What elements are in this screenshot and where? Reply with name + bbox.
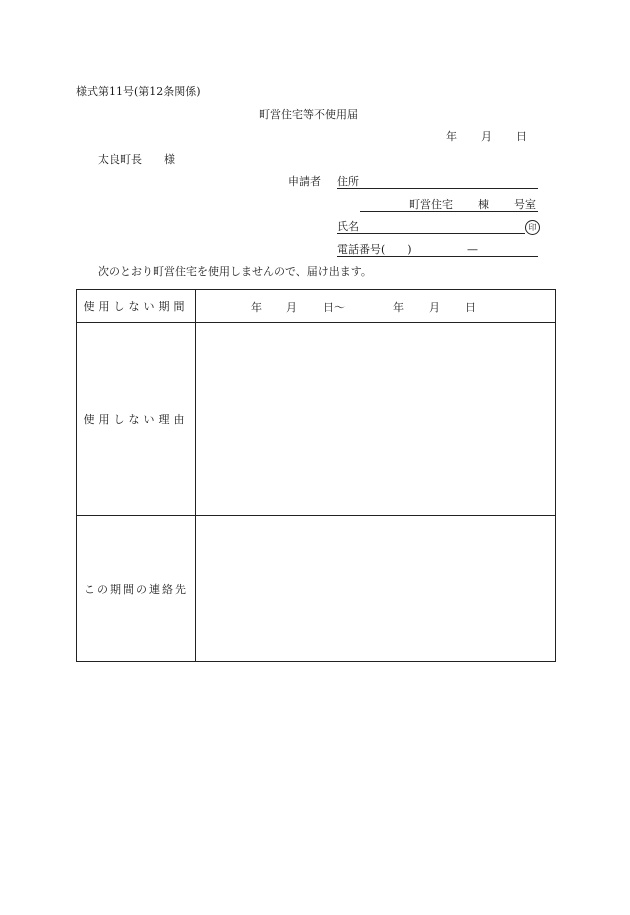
intro-text: 次のとおり町営住宅を使用しませんので、届け出ます。 <box>98 265 372 278</box>
document-title: 町営住宅等不使用届 <box>259 108 358 121</box>
housing-field[interactable] <box>360 211 538 212</box>
address-label: 住所 <box>337 175 359 188</box>
contact-label: この期間の連絡先 <box>77 516 196 662</box>
phone-field[interactable] <box>337 256 538 257</box>
room-label: 号室 <box>514 198 536 211</box>
date-month-label: 月 <box>481 130 492 143</box>
phone-dash: — <box>467 243 478 256</box>
reason-label: 使用しない理由 <box>77 323 196 516</box>
period-label: 使用しない期間 <box>77 290 196 323</box>
period-day1: 日～ <box>323 301 345 314</box>
name-field[interactable] <box>337 233 525 234</box>
period-field[interactable] <box>196 290 556 323</box>
period-month1: 月 <box>286 301 297 314</box>
date-year-label: 年 <box>446 130 457 143</box>
period-year1: 年 <box>251 301 262 314</box>
form-number: 様式第11号(第12条関係) <box>76 85 201 98</box>
date-day-label: 日 <box>516 130 527 143</box>
period-year2: 年 <box>393 301 404 314</box>
address-field[interactable] <box>337 188 538 189</box>
housing-label: 町営住宅 <box>409 198 453 211</box>
name-label: 氏名 <box>337 220 359 233</box>
seal-mark-icon: 印 <box>525 220 540 235</box>
addressee: 太良町長 様 <box>98 153 175 166</box>
applicant-label: 申請者 <box>288 175 321 188</box>
phone-label: 電話番号( ) <box>337 243 412 256</box>
contact-row <box>77 516 556 662</box>
period-month2: 月 <box>429 301 440 314</box>
period-row <box>77 290 556 323</box>
contact-field[interactable] <box>196 516 556 662</box>
reason-field[interactable] <box>196 323 556 516</box>
reason-row <box>77 323 556 516</box>
period-day2: 日 <box>465 301 476 314</box>
form-table <box>76 289 556 662</box>
building-label: 棟 <box>478 198 489 211</box>
